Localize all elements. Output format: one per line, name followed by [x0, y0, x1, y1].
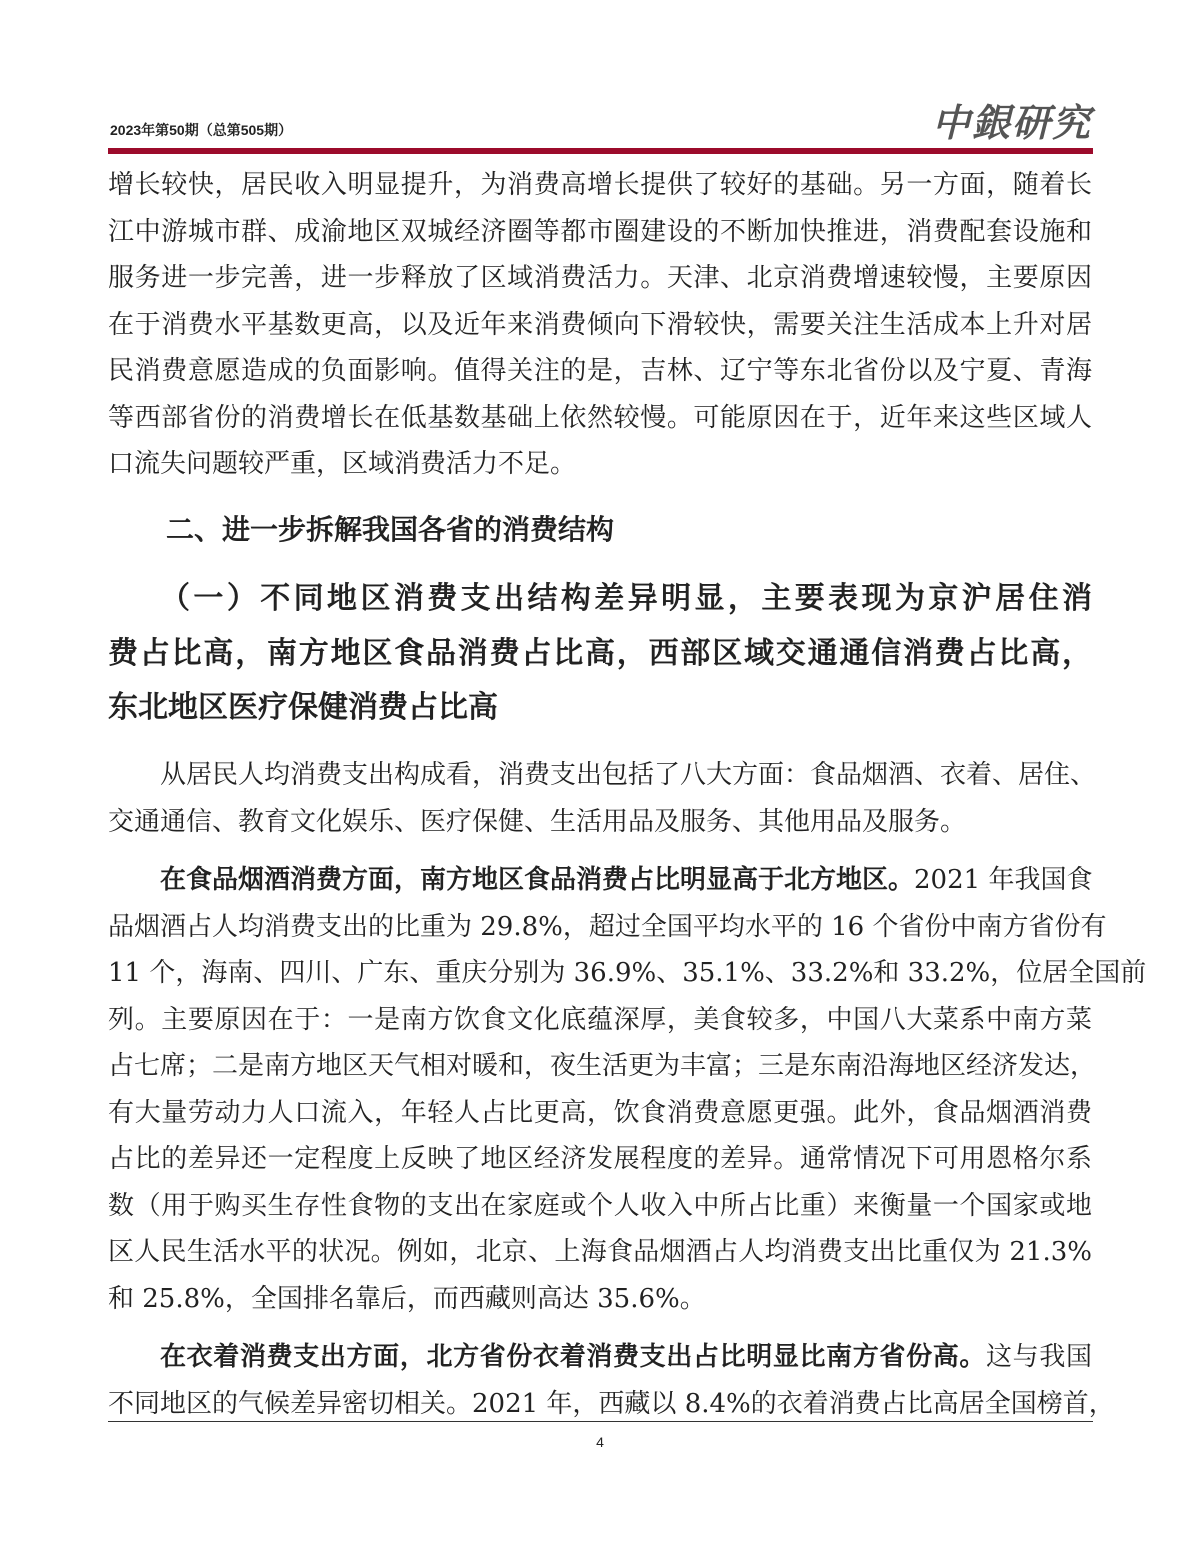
- bold-lead: 在衣着消费支出方面，北方省份衣着消费支出占比明显比南方省份高。: [160, 1342, 987, 1372]
- issue-header: 2023年第50期（总第505期）: [110, 122, 293, 138]
- text-line: [108, 1334, 1092, 1381]
- text-line: 有大量劳动力人口流入，年轻人占比更高，饮食消费意愿更强。此外，食品烟酒消费: [108, 1097, 1092, 1128]
- text-line: 占比的差异还一定程度上反映了地区经济发展程度的差异。通常情况下可用恩格尔系: [108, 1144, 1092, 1174]
- text-span: 这与我国: [986, 1342, 1092, 1372]
- text-line: [108, 857, 1092, 904]
- text-line: 品烟酒占人均消费支出的比重为 29.8%，超过全国平均水平的 16 个省份中南方省份有: [108, 911, 1107, 942]
- text-line: 从居民人均消费支出构成看，消费支出包括了八大方面：食品烟酒、衣着、居住、: [160, 760, 1097, 790]
- text-line: 江中游城市群、成渝地区双城经济圈等都市圈建设的不断加快推进，消费配套设施和: [108, 216, 1092, 247]
- text-line: 在于消费水平基数更高，以及近年来消费倾向下滑较快，需要关注生活成本上升对居: [108, 309, 1092, 340]
- text-line: 数（用于购买生存性食物的支出在家庭或个人收入中所占比重）来衡量一个国家或地: [108, 1190, 1092, 1221]
- section-heading: 二、进一步拆解我国各省的消费结构: [166, 513, 615, 546]
- bold-lead: 在食品烟酒消费方面，南方地区食品消费占比明显高于北方地区。: [160, 865, 915, 895]
- text-line: 和 25.8%，全国排名靠后，而西藏则高达 35.6%。: [108, 1283, 706, 1314]
- text-line: 增长较快，居民收入明显提升，为消费高增长提供了较好的基础。另一方面，随着长: [108, 170, 1092, 200]
- page-number: 4: [596, 1434, 604, 1450]
- text-span: 2021 年我国食: [914, 865, 1093, 895]
- text-line: 11 个，海南、四川、广东、重庆分别为 36.9%、35.1%、33.2%和 33.2%，位居全国前: [108, 958, 1147, 988]
- text-line: 等西部省份的消费增长在低基数基础上依然较慢。可能原因在于，近年来这些区域人: [108, 402, 1092, 433]
- text-line: 列。主要原因在于：一是南方饮食文化底蕴深厚，美食较多，中国八大菜系中南方菜: [108, 1004, 1092, 1035]
- text-line: （一）不同地区消费支出结构差异明显，主要表现为京沪居住消: [160, 581, 1092, 616]
- text-line: 不同地区的气候差异密切相关。2021 年，西藏以 8.4%的衣着消费占比高居全国榜首，: [108, 1388, 1115, 1419]
- sub-heading: [108, 572, 1092, 736]
- header-rule: [108, 148, 1093, 154]
- paragraph-intro: [108, 162, 1092, 488]
- text-line: 交通通信、教育文化娱乐、医疗保健、生活用品及服务、其他用品及服务。: [108, 806, 967, 837]
- paragraph-clothing: [108, 1334, 1115, 1427]
- text-line: 服务进一步完善，进一步释放了区域消费活力。天津、北京消费增速较慢，主要原因: [108, 263, 1092, 293]
- boc-research-logo: 中銀研究: [931, 100, 1092, 145]
- paragraph-food: [108, 857, 1147, 1322]
- text-line: 占七席；二是南方地区天气相对暖和，夜生活更为丰富；三是东南沿海地区经济发达，: [108, 1051, 1097, 1081]
- text-line: 区人民生活水平的状况。例如，北京、上海食品烟酒占人均消费支出比重仅为 21.3%: [108, 1237, 1092, 1267]
- paragraph-structure: [108, 752, 1097, 845]
- footer-rule: [108, 1421, 1093, 1422]
- text-line: 民消费意愿造成的负面影响。值得关注的是，吉林、辽宁等东北省份以及宁夏、青海: [108, 356, 1092, 386]
- text-line: 口流失问题较严重，区域消费活力不足。: [108, 449, 577, 479]
- text-line: 东北地区医疗保健消费占比高: [108, 690, 498, 725]
- text-line: 费占比高，南方地区食品消费占比高，西部区域交通通信消费占比高，: [108, 635, 1092, 671]
